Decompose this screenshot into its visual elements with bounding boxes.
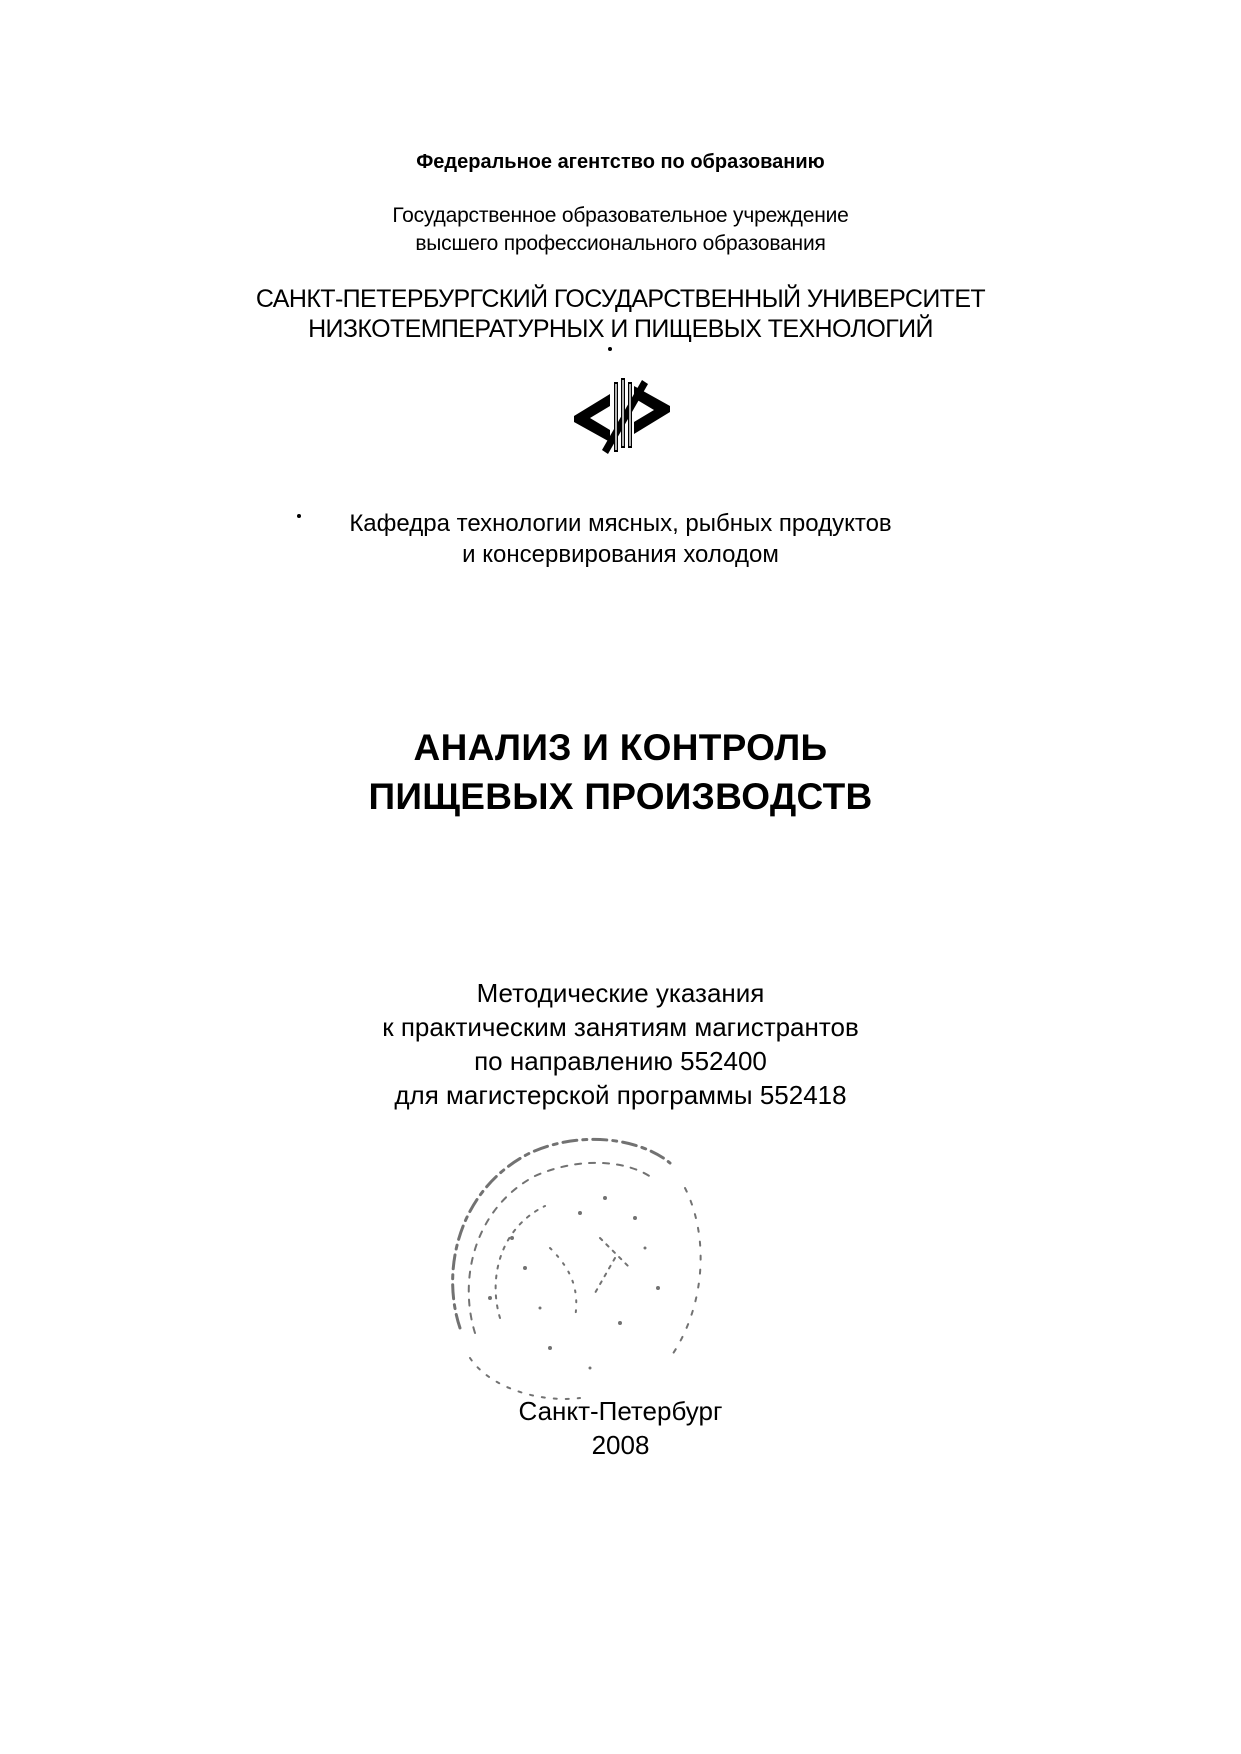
institution-line-1: Государственное образовательное учреждение	[392, 204, 849, 227]
institution-line-2: высшего профессионального образования	[415, 232, 826, 255]
university-emblem-icon	[572, 372, 672, 458]
subtitle-line-1: Методические указания	[476, 978, 765, 1008]
department-line-2: и консервирования холодом	[462, 541, 779, 568]
subtitle-line-4: для магистерской программы 552418	[394, 1080, 847, 1110]
library-stamp-icon	[430, 1118, 730, 1418]
scan-speck	[608, 347, 612, 351]
document-title-line-2: ПИЩЕВЫХ ПРОИЗВОДСТВ	[368, 776, 873, 817]
university-name-line-2: НИЗКОТЕМПЕРАТУРНЫХ И ПИЩЕВЫХ ТЕХНОЛОГИЙ	[308, 315, 933, 343]
publication-year: 2008	[591, 1430, 650, 1460]
publication-city: Санкт-Петербург	[518, 1396, 723, 1426]
university-name-line-1: САНКТ-ПЕТЕРБУРГСКИЙ ГОСУДАРСТВЕННЫЙ УНИВЕРСИТЕТ	[255, 285, 986, 313]
department-line-1: Кафедра технологии мясных, рыбных продуктов	[349, 510, 892, 537]
subtitle-line-2: к практическим занятиям магистрантов	[382, 1012, 859, 1042]
subtitle-line-3: по направлению 552400	[474, 1046, 767, 1076]
document-title-line-1: АНАЛИЗ И КОНТРОЛЬ	[413, 727, 828, 768]
agency-name: Федеральное агентство по образованию	[416, 151, 825, 173]
